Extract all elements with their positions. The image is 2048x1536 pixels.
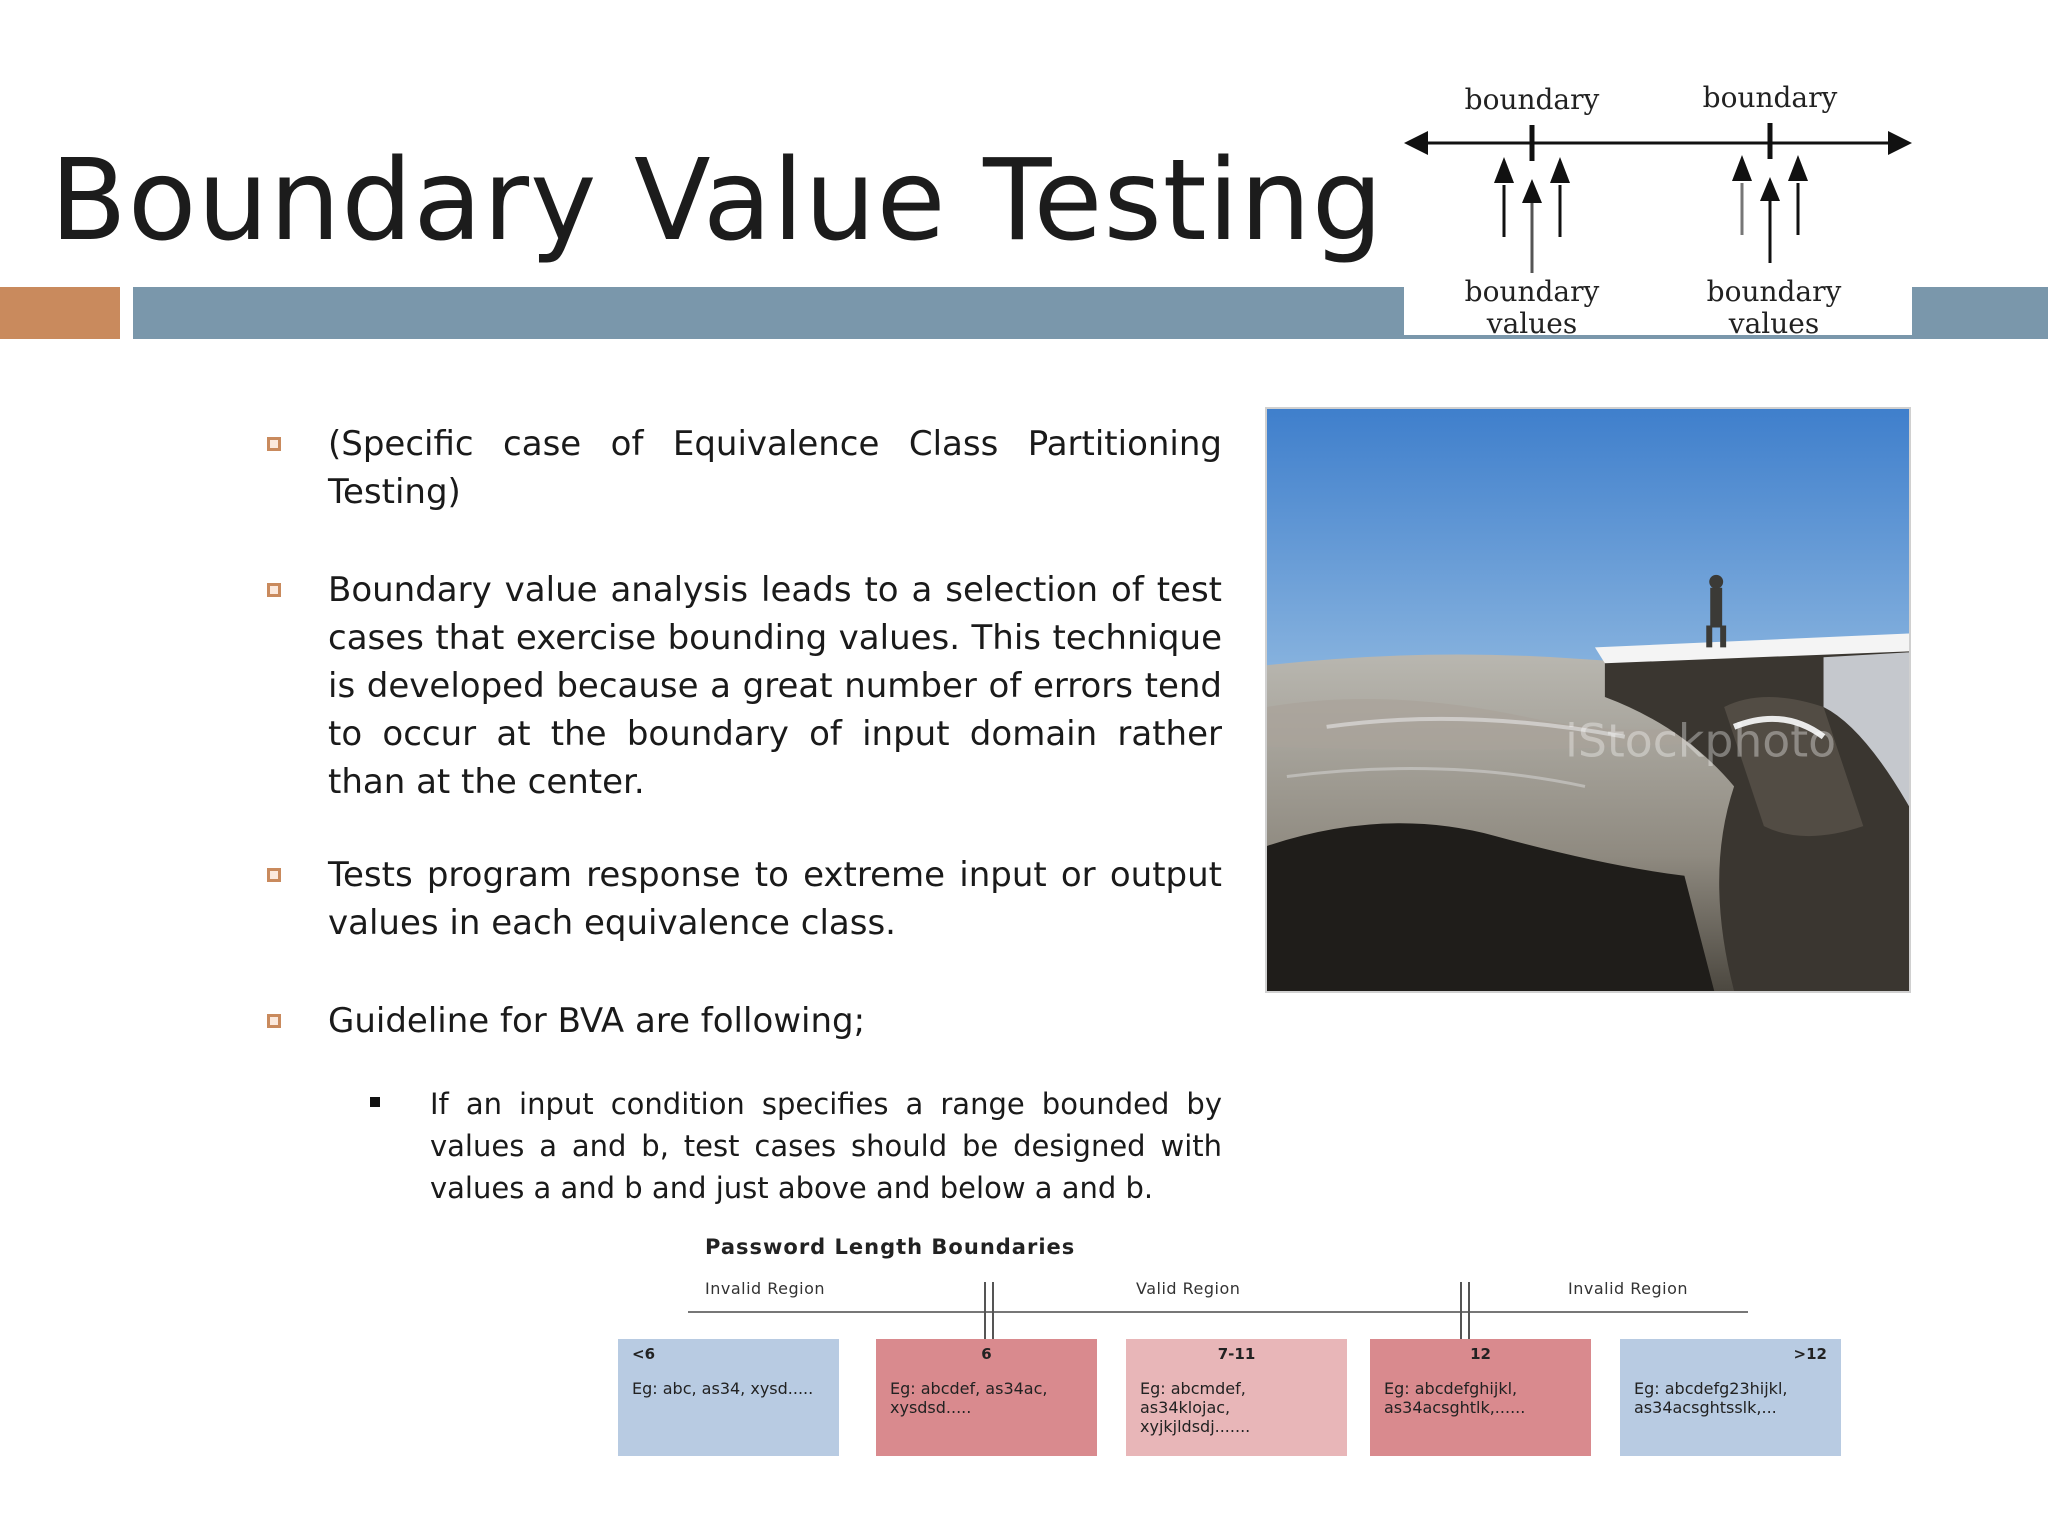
slide-title: Boundary Value Testing — [50, 136, 1384, 266]
bullet-square-icon — [267, 868, 281, 882]
label-boundary-bottom-left: boundary — [1464, 275, 1600, 308]
password-range-box — [1620, 1339, 1841, 1456]
range-tick — [1460, 1282, 1462, 1342]
password-range-box — [1126, 1339, 1347, 1456]
range-tick — [984, 1282, 986, 1342]
region-label: Valid Region — [1136, 1279, 1241, 1298]
arrows-left — [1494, 157, 1570, 273]
sub-bullet-text: If an input condition specifies a range bounded by values a and b, test cases should be designed with values a and b and just above and below a and b. — [430, 1087, 1222, 1205]
bullet-item — [262, 566, 1222, 806]
range-box-heading: <6 — [632, 1345, 656, 1363]
label-boundary-top-right: boundary — [1702, 81, 1838, 114]
range-box-example: Eg: abc, as34, xysd..... — [632, 1379, 814, 1398]
password-range-box — [1370, 1339, 1591, 1456]
bullet-text: Boundary value analysis leads to a selection of test cases that exercise bounding values. This technique is developed because a great number of errors tend to occur at the boundary of input domain rather than at the center. — [328, 570, 1222, 802]
range-tick — [1468, 1282, 1470, 1342]
sub-bullet-square-icon — [370, 1097, 380, 1107]
bullet-text: Tests program response to extreme input or output values in each equivalence class. — [328, 855, 1222, 943]
password-length-figure — [618, 1235, 1848, 1460]
arrows-right — [1732, 155, 1808, 263]
label-values-bottom-left: values — [1486, 307, 1578, 335]
cliff-photo-image — [1267, 409, 1909, 991]
password-figure-title: Password Length Boundaries — [705, 1235, 1076, 1259]
bullet-text: Guideline for BVA are following; — [328, 1001, 866, 1041]
range-box-heading: 12 — [1470, 1345, 1491, 1363]
boundary-diagram — [1404, 75, 1912, 335]
label-boundary-top-left: boundary — [1464, 83, 1600, 116]
bullet-item — [262, 997, 1222, 1045]
boundary-diagram-svg — [1404, 75, 1912, 335]
bullet-list — [262, 420, 1222, 1209]
region-label: Invalid Region — [1568, 1279, 1689, 1298]
cliff-photo — [1265, 407, 1911, 993]
bullet-item — [262, 420, 1222, 516]
range-box-heading: >12 — [1793, 1345, 1827, 1363]
bullet-square-icon — [267, 437, 281, 451]
password-range-box — [618, 1339, 839, 1456]
bullet-square-icon — [267, 1014, 281, 1028]
sub-bullet-item — [430, 1083, 1222, 1209]
range-box-example: Eg: abcdefg23hijkl, as34acsghtsslk,... — [1634, 1379, 1788, 1417]
range-box-example: Eg: abcdef, as34ac, xysdsd..... — [890, 1379, 1048, 1417]
photo-watermark: iStockphoto — [1565, 714, 1837, 768]
password-range-box — [876, 1339, 1097, 1456]
range-box-example: Eg: abcdefghijkl, as34acsghtlk,...... — [1384, 1379, 1526, 1417]
range-box-example: Eg: abcmdef, as34klojac, xyjkjldsdj....... — [1140, 1379, 1251, 1436]
bullet-item — [262, 851, 1222, 947]
range-box-heading: 6 — [981, 1345, 992, 1363]
region-label: Invalid Region — [705, 1279, 826, 1298]
range-box-heading: 7-11 — [1217, 1345, 1256, 1363]
axis-arrow-right — [1888, 131, 1912, 155]
label-boundary-bottom-right: boundary — [1706, 275, 1842, 308]
range-axis-line — [688, 1311, 1748, 1313]
accent-bar-orange — [0, 287, 120, 339]
bullet-square-icon — [267, 583, 281, 597]
bullet-text: (Specific case of Equivalence Class Partitioning Testing) — [328, 424, 1222, 512]
label-values-bottom-right: values — [1728, 307, 1820, 335]
range-tick — [992, 1282, 994, 1342]
axis-arrow-left — [1404, 131, 1428, 155]
